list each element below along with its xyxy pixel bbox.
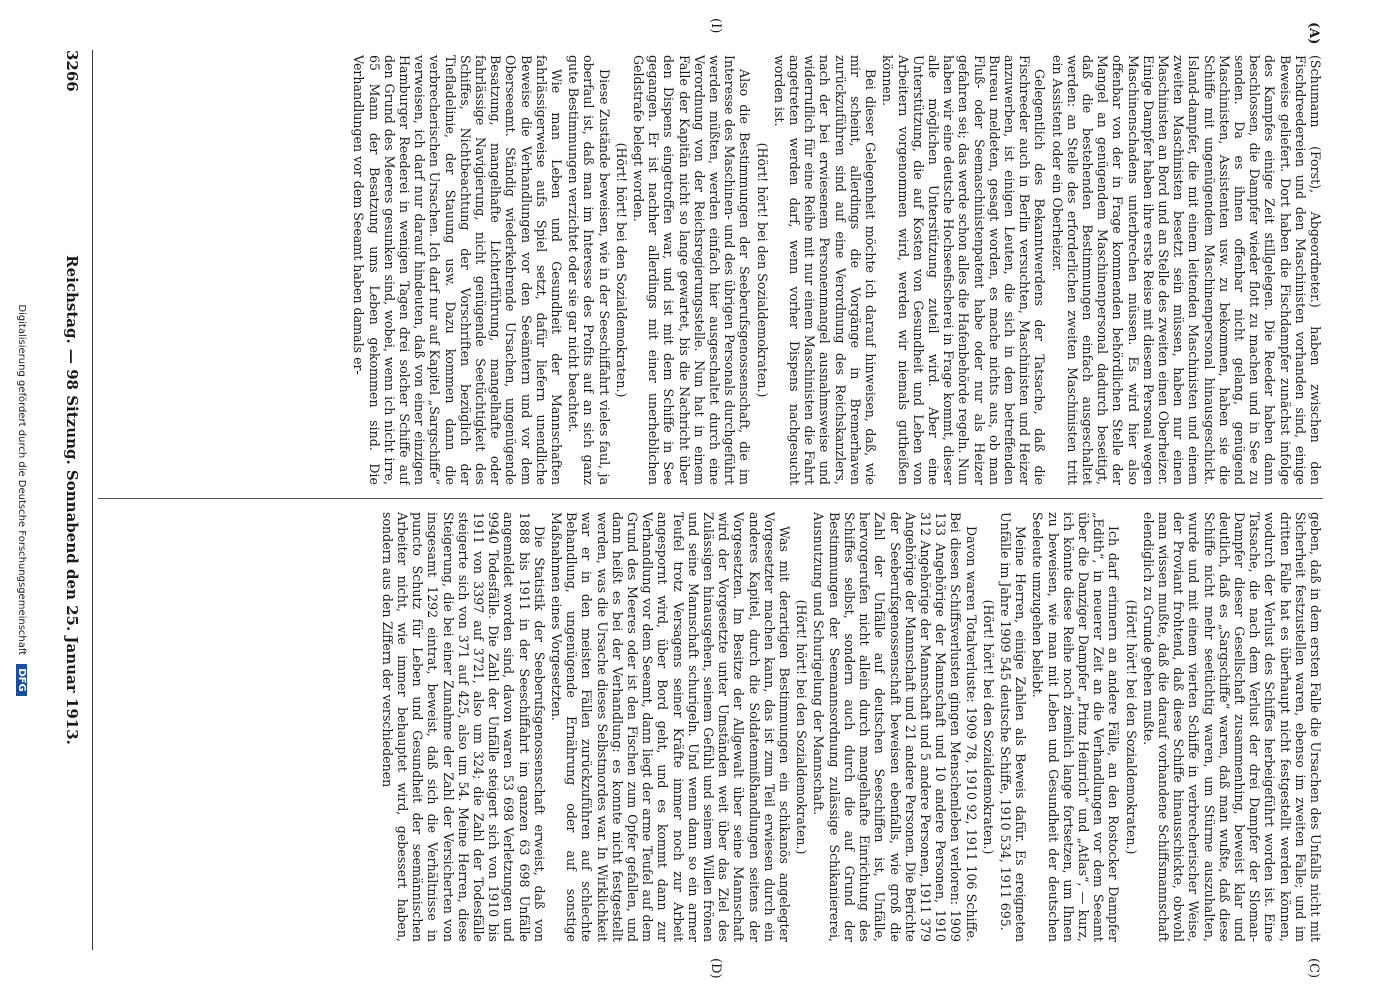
left-column (98, 55, 1323, 485)
page-number: 3266 (63, 50, 81, 92)
page-title: Reichstag. — 98 Sitzung. Sonnabend den 25. Januar 1913. (63, 255, 81, 745)
margin-mark-d: (D) (708, 958, 723, 979)
interjection: (Hört! hört! bei den Sozialdemokraten.) (754, 142, 770, 398)
paragraph: (Schumann (Forst), Abgeordneter.) haben zwischen den Fischdreedereien und den Maschinisten vorhanden sind, einige Beweise geliefert. Dort haben die Fischdampfer zunächst infolge des Kampfes einige Zeit stillgelegen. Die Reeder haben dann beschlossen, die Dampfer wieder flott zu machen und in See zu senden. Da es ihnen offenbar nicht gelang, genügend Maschinisten, Assistenten usw. zu bekommen, haben sie die Schiffe mit ungenügendem Maschinenpersonal hinausgeschickt. Island-dampfer, die mit einem leitenden Maschinisten und einem zweiten Maschinisten besetzt sein müssen, haben nur einen Maschinisten an Bord und an Stelle des zweiten einen Oberheizer. Einige Dampfer haben ihre erste Reise mit diesem Personal wegen Maschinenschadens unterbrechen müssen. Es wird hier also offenbar von der in Frage kommenden behördlichen Stelle der Mangel an genügendem Maschinenpersonal dadurch beseitigt, daß die bestehenden Bestimmungen einfach ausgeschaltet werden: an Stelle des erforderlichen zweiten Maschinisten tritt ein Assistent oder ein Oberheizer. (1049, 55, 1323, 485)
header-rule (92, 50, 93, 950)
paragraph: Die Statistik der Seeberufsgenossenschaft erweist, daß von 1888 bis 1911 in der Seeschiffahrt im ganzen 63 698 Unfälle angemeldet worden sind, davon waren 53 698 Verletzungen und 9940 Todesfälle. Die Zahl der Unfälle steigert sich von 1910 bis 1911 von 3397 auf 3721, also um 324; die Zahl der Todesfälle steigerte sich von 371 auf 425, also um 54. Meine Herren, diese Steigerung, die bei einer Zunahme der Zahl der Versicherten von insgesamt 1292 eintrat, beweist, daß sich die Verhältnisse in puncto Schutz für Leben und Gesundheit der seemännischen Arbeiter nicht, wie immer behauptet wird, gebessert haben, sondern aus den Ziffern der verschiedenen (379, 512, 547, 942)
paragraph: Meine Herren, einige Zahlen als Beweis dafür. Es ereigneten Unfälle im Jahre 1909 545 deutsche Schiffe, 1910 534, 1911 695. (997, 512, 1029, 942)
paragraph: Bei dieser Gelegenheit möchte ich darauf hinweisen, daß, wie mir scheint, allerdings die Vorgänge in Bremerhaven zurückzuführen sind auf eine Verordnung des Reichskanzlers, nach der bei erwiesenem Personenmangel ausnahmsweise und widerruflich für eine Reihe mit nur einem Maschinisten die Fahrt angetreten werden darf, wenn vorher Dispens nachgesucht worden ist. (771, 55, 879, 485)
page-header (53, 50, 89, 950)
digitization-credit (7, 0, 27, 1000)
paragraph: Diese Zustände beweisen, wie in der Seeschiffahrt vieles faul, ja oberfaul ist, daß man im Interesse des Profits auf an sich ganz gute Bestimmungen verzichtet oder sie gar nicht beachtet. (566, 55, 612, 485)
column-separator (98, 498, 1323, 499)
paragraph: Wie man Leben und Gesundheit der Mannschaften fahrlässigerweise aufs Spiel setzt, dafür liefern unendliche Beweise die Verhandlungen vor den Seeämtern und vor dem Oberseeamt. Ständig wiederkehrende Ursachen, ungenügende Besatzung, mangelhafte Lichterführung, mangelhafte oder fahrlässige Navigierung, nicht genügende Seetüchtigkeit des Schiffes, Nichtbeachtung der Vorschriften bezüglich der Tiefladelinie, der Stauung usw. Dazu kommen dann die verbrecherischen Ursachen. Ich darf nur auf Kapitel „Sargschiffe“ verweisen, ich darf nur darauf hindeuten, daß von einer einzigen Hamburger Reederei in wenigen Tagen drei solcher Schiffe auf den Grund des Meeres gesunken sind, wobei, wenn ich nicht irre, 65 Mann der Besatzung ums Leben gekommen sind. Die Verhandlungen vor dem Seeamt haben damals er- (351, 55, 565, 485)
interjection: (Hört! hört! bei den Sozialdemokraten.) (980, 599, 996, 855)
paragraph: Davon waren Totalverluste: 1909 78, 1910 92, 1911 106 Schiffe. Bei diesen Schiffsverlusten gingen Menschenleben verloren: 1909 133 Angehörige der Mannschaft und 10 andere Personen, 1910 312 Angehörige der Mannschaft und 5 andere Personen, 1911 379 Angehörige der Mannschaft und 21 andere Personen. Die Berichte der Seeberufsgenossenschaft beweisen ebenfalls, wie groß die Zahl der Unfälle auf deutschen Seeschiffen ist, Unfälle, hervorgerufen nicht allein durch mangelhafte Einrichtung des Schiffes selbst, sondern auch durch die auf Grund der Bestimmungen der Seemannsordnung zulässige Schikaniererei, Ausnutzung und Schurigelung der Mannschaft. (811, 512, 979, 942)
interjection: (Hört! hört! bei den Sozialdemokraten.) (613, 142, 629, 398)
interjection: (Hört! hört! bei den Sozialdemokraten.) (794, 599, 810, 855)
paragraph: geben, daß in dem ersten Falle die Ursachen des Unfalls nicht mit Sicherheit festzustellen waren, ebenso im zweiten Falle; und im dritten Falle hat es überhaupt nicht festgestellt werden können, wodurch der Verlust des Schiffes herbeigeführt worden ist. Eine Tatsache, die nach dem Verlust der drei Dampfer der Sloman-Dampfer dieser Gesellschaft zusammenhing, beweist klar und deutlich, daß es „Sargschiffe“ waren, daß man wußte, daß diese Schiffe nicht mehr seetüchtig waren, um Stürme auszuhalten, wurde und mit einem vierten Schiffe in verbrecherischer Weise, der Proviant frohtend, daß diese Schiffe hinausschickte, obwohl man wissen mußte, daß die darauf vorhandene Schiffsmannschaft elendiglich zu Grunde gehen mußte. (1140, 512, 1323, 942)
margin-mark-c: (C) (1306, 958, 1321, 979)
paragraph: Ich darf erinnern an andere Fälle, an den Rostocker Dampfer „Edith“, in neuerer Zeit an die Verhandlungen vor dem Seeamt über die Danziger Dampfer „Prinz Heinrich“ und „Atlas“, — kurz, ich könnte diese Reihe noch ziemlich lange fortsetzen, um Ihnen zu beweisen, wie man mit Leben und Gesundheit der deutschen Seeleute umzugehen beliebt. (1030, 512, 1122, 942)
right-column (98, 512, 1323, 942)
paragraph: Gelegentlich des Bekanntwerdens der Tatsache, daß die Fischreeder auch in Berlin versuchten, Maschinisten und Heizer anzuwerben, ist einigen Leuten, die sich in dem betreffenden Bureau meldeten, gesagt worden, es mache nichts aus, ob man Fluß- oder Seemaschinistenpatent habe oder nur als Heizer gefahren sei; das werde schon alles die Hafenbehörde regeln. Nun haben wir eine deutsche Hochseefischerei in Frage kommt, dieser alle möglichen Unterstützung zuteil wird. Aber eine Unterstützung, die auf Kosten von Gesundheit und Leben von Arbeitern vorgenommen wird, werden wir niemals gutheißen können. (880, 55, 1048, 485)
interjection: (Hört! hört! bei den Sozialdemokraten.) (1123, 599, 1139, 855)
paragraph: Also die Bestimmungen der Seeberufsgenossenschaft, die im Interesse des Maschinen- und des übrigen Personals durchgeführt werden müßten, werden einfach hier ausgeschaltet durch eine Verordnung von der Reichsregierungsstelle. Nun hat in einem Falle der Kapitän nicht so lange gewartet, bis die Nachricht über den Dispens eingetroffen war, und ist mit dem Schiffe in See gegangen. Er ist nachher allerdings mit einer unerheblichen Geldstrafe belegt worden. (631, 55, 753, 485)
credit-text: Digitalisierung gefördert durch die Deutsche Forschungsgemeinschaft (16, 304, 27, 656)
margin-mark-b: (I) (708, 18, 723, 34)
paragraph: Was mit derartigen Bestimmungen ein schikanös angelegter Vorgesetzter machen kann, das ist zum Teil erwiesen durch ein anderes Kapitel, durch die Soldatenmißhandlungen seitens der Vorgesetzten. Im Besitze der Allgewalt über seine Mannschaft wird der Vorgesetzte unter Umständen weit über das Ziel des Zulässigen hinausgehen, seinem Gefühl und seinem Willen frönen und seine Mannschaft schurigeln. Und wenn dann so ein armer Teufel trotz Versagens seiner Kräfte immer noch zur Arbeit angespornt wird, über Bord geht, und es kommt dann zur Verhandlung vor dem Seeamt, dann liegt der arme Teufel auf dem Grund des Meeres oder ist den Fischen zum Opfer gefallen, und dann heißt es bei der Verhandlung: es konnte nicht festgestellt werden, was die Ursache dieses Selbstmordes war. In Wirklichkeit war er in den meisten Fällen zurückzuführen auf schlechte Behandlung, ungenügende Ernährung oder auf sonstige Maßnahmen eines Vorgesetzten. (549, 512, 793, 942)
dfg-logo: DFG (16, 664, 27, 695)
margin-mark-a: (A) (1306, 22, 1321, 45)
